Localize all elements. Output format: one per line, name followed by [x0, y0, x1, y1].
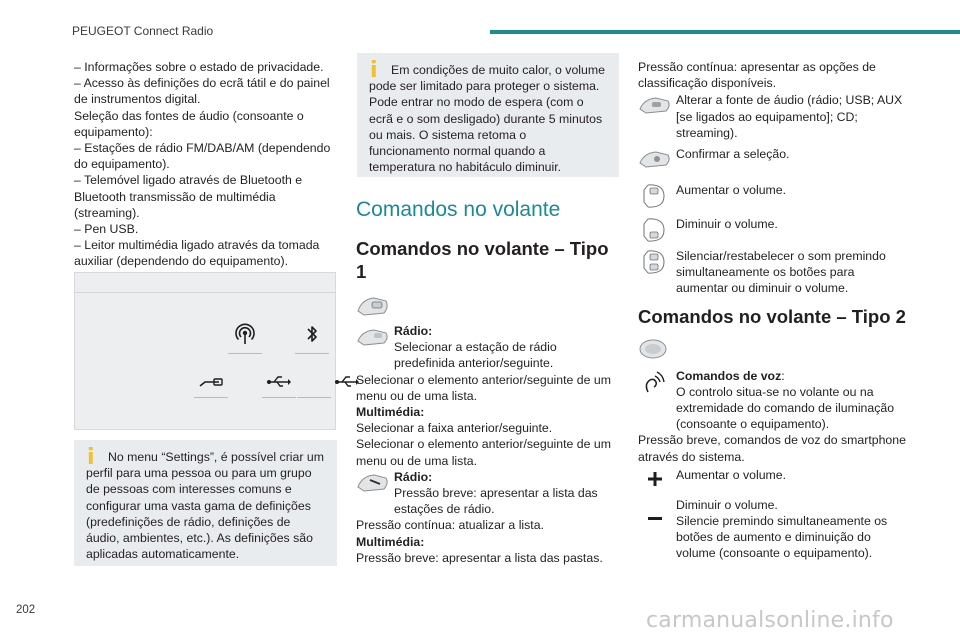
watermark: carmanualsonline.info — [646, 608, 894, 633]
label: Multimédia: — [356, 534, 425, 549]
text-line: – Acesso às definições do ecrã tátil e do painel de instrumentos digital. — [74, 76, 330, 107]
steering-source-icon — [638, 95, 672, 119]
steering-mute-icon — [638, 248, 668, 280]
steering-volume-down-icon — [638, 216, 668, 248]
voice-command-icon — [640, 370, 666, 400]
minus-icon — [648, 509, 662, 525]
bluetooth-icon — [295, 321, 329, 347]
steering-press-icon — [356, 472, 390, 498]
underline — [262, 397, 296, 398]
source-block — [638, 92, 908, 141]
text: Pressão breve: apresentar a lista das pastas. — [356, 550, 603, 565]
plus-icon — [648, 472, 662, 490]
radio-waves-icon — [228, 321, 262, 347]
steering-control-icon — [356, 295, 619, 319]
info-icon: i — [87, 445, 95, 470]
info-text: No menu “Settings”, é possível criar um perfil para uma pessoa ou para um grupo de pessoas com interesses comuns e configurar uma vasta gama de definições (predefinições de rádio, definições de áudio, ambientes, etc.). As definições são aplicadas automaticamente. — [86, 450, 324, 562]
subsection-title: Comandos no volante – Tipo 2 — [638, 305, 906, 327]
volume-down-block — [638, 216, 908, 244]
column-3 — [638, 59, 908, 562]
text-line: – Informações sobre o estado de privacidade. — [74, 60, 324, 74]
text: Diminuir o volume. — [676, 217, 778, 232]
text: Diminuir o volume. — [676, 497, 778, 512]
section-title: Comandos no volante — [356, 198, 561, 221]
text: Aumentar o volume. — [676, 467, 787, 482]
column-1 — [74, 59, 336, 270]
minus-block — [638, 497, 908, 562]
text: Selecionar a faixa anterior/seguinte. — [356, 421, 553, 436]
column-2 — [356, 198, 619, 566]
subsection-title: Comandos no volante – Tipo 1 — [356, 238, 609, 282]
text: Alterar a fonte de áudio (rádio; USB; AUX [se ligados ao equipamento]; CD; streaming). — [676, 93, 903, 140]
confirm-block — [638, 146, 908, 172]
header-accent-bar — [490, 30, 960, 34]
header-title: PEUGEOT Connect Radio — [72, 24, 214, 38]
steering-confirm-icon — [638, 149, 672, 173]
text-line: – Leitor multimédia ligado através da tomada auxiliar (dependendo do equipamento). — [74, 238, 320, 269]
text: Pressão breve: apresentar a lista das estações de rádio. — [394, 486, 598, 517]
radio-list-block — [356, 469, 619, 566]
info-box-settings — [74, 440, 337, 566]
underline — [297, 397, 331, 398]
label: Rádio: — [394, 324, 433, 338]
info-icon: i — [370, 58, 378, 83]
underline — [194, 397, 228, 398]
underline — [228, 353, 262, 354]
aux-jack-icon — [194, 369, 228, 395]
text: O controlo situa-se no volante ou na extremidade do comando de iluminação (consoante o equipamento). — [676, 384, 895, 432]
mute-block — [638, 248, 908, 297]
text: Pressão contínua: apresentar as opções de classificação disponíveis. — [638, 60, 876, 91]
text: Silenciar/restabelecer o som premindo simultaneamente os botões para aumentar ou diminuir o volume. — [676, 249, 886, 296]
label: Rádio: — [394, 469, 433, 484]
plus-block — [638, 467, 908, 497]
radio-block — [356, 323, 619, 469]
divider — [75, 292, 335, 293]
page-number: 202 — [16, 604, 36, 616]
text: Selecionar o elemento anterior/seguinte de um menu ou de uma lista. — [356, 437, 611, 468]
usb-icon — [262, 369, 296, 395]
text-line: – Telemóvel ligado através de Bluetooth e Bluetooth transmissão de multimédia (streaming). — [74, 173, 303, 220]
label: Multimédia: — [356, 405, 425, 420]
text: Aumentar o volume. — [676, 183, 787, 198]
text: Pressão breve, comandos de voz do smartphone através do sistema. — [638, 433, 906, 464]
info-text: Em condições de muito calor, o volume pode ser limitado para proteger o sistema. Pode entrar no modo de espera (com o ecrã e o som desligado) durante 5 minutos ou mais. O sistema retoma o funcionamento normal quando a temperatura no habitáculo diminuir. — [369, 63, 605, 175]
text-line: Seleção das fontes de áudio (consoante o equipamento): — [74, 108, 304, 139]
voice-block — [638, 368, 908, 465]
info-box-temperature — [357, 53, 619, 177]
text: Confirmar a seleção. — [676, 147, 790, 162]
text-line: – Estações de rádio FM/DAB/AM (dependendo do equipamento). — [74, 141, 331, 172]
audio-sources-illustration — [74, 272, 336, 430]
underline — [295, 353, 329, 354]
steering-volume-up-icon — [638, 182, 668, 214]
label: Comandos de voz — [676, 368, 782, 383]
text: Pressão contínua: atualizar a lista. — [356, 518, 544, 533]
steering-type2-icon — [638, 338, 908, 362]
text-line: – Pen USB. — [74, 222, 139, 237]
steering-thumbwheel-icon — [356, 327, 390, 351]
volume-up-block — [638, 182, 908, 210]
colon: : — [781, 368, 785, 383]
text: Selecionar o elemento anterior/seguinte de um menu ou de uma lista. — [356, 372, 611, 403]
text: Silencie premindo simultaneamente os botões de aumento e diminuição do volume (consoante o equipamento). — [676, 514, 888, 561]
text: Selecionar a estação de rádio predefinida anterior/seguinte. — [394, 340, 557, 371]
